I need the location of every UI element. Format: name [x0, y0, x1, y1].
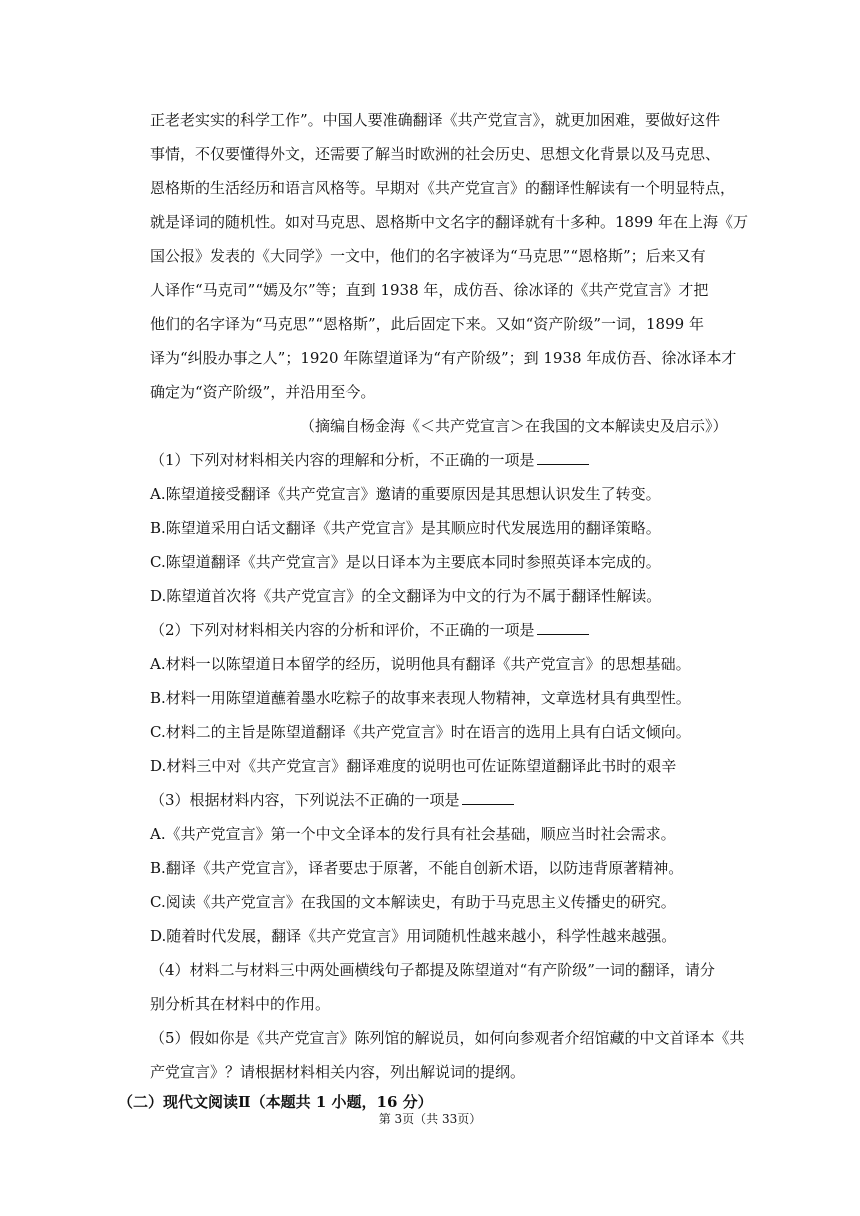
- option-a: A.陈望道接受翻译《共产党宣言》邀请的重要原因是其思想认识发生了转变。: [150, 485, 661, 503]
- page-footer: 第 3页（共 33页）: [378, 1112, 482, 1126]
- question-stem: （1）下列对材料相关内容的理解和分析，不正确的一项是: [150, 449, 750, 470]
- paragraph-line: 恩格斯的生活经历和语言风格等。早期对《共产党宣言》的翻译性解读有一个明显特点，: [150, 179, 736, 197]
- option-a: A.材料一以陈望道日本留学的经历，说明他具有翻译《共产党宣言》的思想基础。: [150, 655, 691, 673]
- question-text-line: （4）材料二与材料三中两处画横线句子都提及陈望道对“有产阶级”一词的翻译，请分: [150, 961, 715, 979]
- paragraph-line: 事情，不仅要懂得外文，还需要了解当时欧洲的社会历史、思想文化背景以及马克思、: [150, 145, 721, 163]
- answer-blank[interactable]: [537, 450, 589, 465]
- question-stem: （2）下列对材料相关内容的分析和评价，不正确的一项是: [150, 619, 750, 640]
- paragraph-line: 就是译词的随机性。如对马克思、恩格斯中文名字的翻译就有十多种。1899 年在上海《万: [150, 213, 748, 231]
- paragraph-line: 译为“纠股办事之人”；1920 年陈望道译为“有产阶级”；到 1938 年成仿吾、徐冰译本才: [150, 349, 737, 367]
- question-text-line: （5）假如你是《共产党宣言》陈列馆的解说员，如何向参观者介绍馆藏的中文首译本《共: [150, 1029, 745, 1047]
- section-heading: （二）现代文阅读Ⅱ（本题共 1 小题，16 分）: [118, 1093, 433, 1111]
- option-c: C.陈望道翻译《共产党宣言》是以日译本为主要底本同时参照英译本完成的。: [150, 553, 661, 571]
- material-source: （摘编自杨金海《＜共产党宣言＞在我国的文本解读史及启示》）: [300, 417, 728, 435]
- option-c: C.阅读《共产党宣言》在我国的文本解读史，有助于马克思主义传播史的研究。: [150, 893, 676, 911]
- option-a: A.《共产党宣言》第一个中文全译本的发行具有社会基础，顺应当时社会需求。: [150, 825, 676, 843]
- option-b: B.材料一用陈望道蘸着墨水吃粽子的故事来表现人物精神，文章选材具有典型性。: [150, 689, 691, 707]
- option-d: D.陈望道首次将《共产党宣言》的全文翻译为中文的行为不属于翻译性解读。: [150, 587, 662, 605]
- option-b: B.陈望道采用白话文翻译《共产党宣言》是其顺应时代发展选用的翻译策略。: [150, 519, 661, 537]
- paragraph-line: 人译作“马克司”“嫣及尔”等；直到 1938 年，成仿吾、徐冰译的《共产党宣言》才把: [150, 281, 709, 299]
- question-stem: （3）根据材料内容，下列说法不正确的一项是: [150, 789, 750, 810]
- paragraph-line: 正老老实实的科学工作”。中国人要准确翻译《共产党宣言》，就更加困难，要做好这件: [150, 111, 721, 129]
- paragraph-line: 国公报》发表的《大同学》一文中，他们的名字被译为“马克思”“恩格斯”；后来又有: [150, 247, 706, 265]
- question-text-line: 产党宣言》？请根据材料相关内容，列出解说词的提纲。: [150, 1063, 526, 1081]
- option-c: C.材料二的主旨是陈望道翻译《共产党宣言》时在语言的选用上具有白话文倾向。: [150, 723, 691, 741]
- option-b: B.翻译《共产党宣言》，译者要忠于原著，不能自创新术语，以防违背原著精神。: [150, 859, 684, 877]
- paragraph-line: 确定为“资产阶级”，并沿用至今。: [150, 383, 376, 401]
- answer-blank[interactable]: [462, 790, 514, 805]
- option-d: D.随着时代发展，翻译《共产党宣言》用词随机性越来越小，科学性越来越强。: [150, 927, 677, 945]
- answer-blank[interactable]: [537, 620, 589, 635]
- option-d: D.材料三中对《共产党宣言》翻译难度的说明也可佐证陈望道翻译此书时的艰辛: [150, 757, 677, 775]
- question-text-line: 别分析其在材料中的作用。: [150, 995, 331, 1013]
- paragraph-line: 他们的名字译为“马克思”“恩格斯”，此后固定下来。又如“资产阶级”一词，1899 年: [150, 315, 704, 333]
